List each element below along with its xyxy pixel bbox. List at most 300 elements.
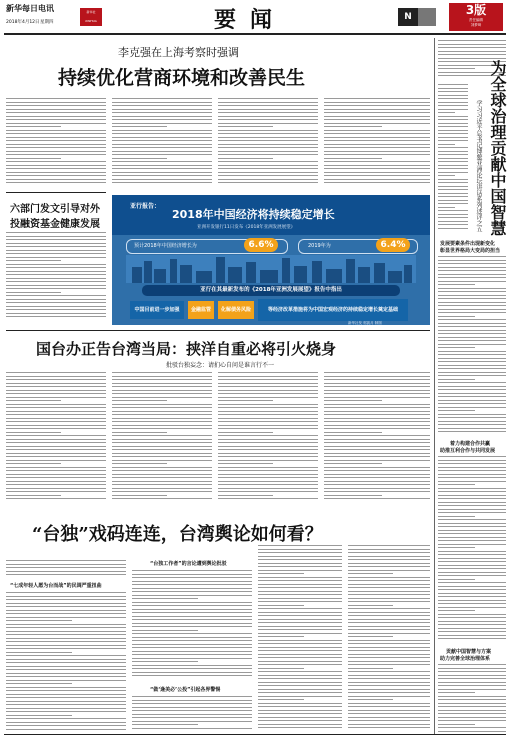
body-text-line (348, 643, 430, 644)
body-text-line (348, 654, 430, 655)
body-text-line (348, 636, 393, 637)
body-text-line (438, 179, 468, 180)
body-text-line (348, 685, 430, 686)
city-skyline-illustration (126, 255, 416, 283)
body-text-line (112, 428, 212, 429)
body-text-line (438, 361, 506, 362)
body-text-line (438, 519, 506, 520)
body-text-line (6, 411, 106, 412)
body-text-line (438, 389, 506, 390)
body-text-line (132, 644, 252, 645)
infographic-title: 2018年中国经济将持续稳定增长 (172, 208, 335, 221)
body-text-line (6, 418, 106, 419)
body-text-line (258, 612, 342, 613)
body-text-line (438, 189, 468, 190)
body-text-line (6, 666, 126, 667)
body-text-line (438, 54, 506, 55)
body-text-line (348, 699, 393, 700)
body-text-line (438, 596, 506, 597)
body-text-line (438, 706, 506, 707)
body-text-line (258, 626, 342, 627)
lead-body-col1 (6, 98, 106, 188)
forecast-2018-label: 预计2018年中国经济增长为 (134, 243, 197, 249)
body-text-line (438, 600, 506, 601)
body-text-line (6, 610, 126, 611)
infographic-tag: 亚行报告： (130, 203, 161, 210)
body-text-line (348, 577, 430, 578)
flow-box-1: 中国目前进一步加强 (130, 301, 184, 319)
body-text-line (438, 105, 468, 106)
body-text-line (218, 379, 318, 380)
body-text-line (438, 102, 468, 103)
body-text-line (438, 123, 468, 124)
body-text-line (258, 577, 342, 578)
infographic (112, 195, 430, 325)
body-text-line (258, 696, 342, 697)
body-text-line (6, 112, 106, 113)
body-text-line (112, 449, 212, 450)
body-text-line (218, 372, 318, 373)
lead-kicker: 李克强在上海考察时强调 (118, 46, 239, 59)
body-text-line (348, 696, 430, 697)
body-text-line (438, 147, 468, 148)
body-text-line (6, 119, 106, 120)
body-text-line (348, 626, 430, 627)
bottom-sub3: “做‘逢美必’公投”引起各界警惕 (150, 687, 221, 693)
body-text-line (6, 704, 126, 705)
body-text-line (6, 243, 106, 244)
body-text-line (132, 696, 252, 697)
body-text-line (438, 158, 468, 159)
body-text-line (438, 481, 506, 482)
body-text-line (348, 566, 430, 567)
body-text-line (258, 601, 342, 602)
body-text-line (112, 116, 212, 117)
body-text-line (6, 725, 126, 726)
body-text-line (112, 112, 212, 113)
body-text-line (258, 573, 304, 574)
body-text-line (112, 467, 212, 468)
body-text-line (438, 407, 506, 408)
body-text-line (6, 130, 106, 131)
body-text-line (258, 727, 342, 728)
body-text-line (6, 652, 72, 653)
body-text-line (6, 659, 126, 660)
left-brief-rule (6, 192, 106, 193)
lead-body-col3 (218, 98, 318, 188)
body-text-line (438, 340, 506, 341)
body-text-line (438, 526, 506, 527)
body-text-line (132, 672, 252, 673)
right-sub2b: 助推互利合作与共同发展 (440, 448, 496, 454)
body-text-line (438, 88, 468, 89)
body-text-line (6, 158, 61, 159)
body-text-line (218, 474, 318, 475)
body-text-line (218, 182, 318, 183)
body-text-line (6, 599, 126, 600)
body-text-line (348, 591, 430, 592)
body-text-line (438, 505, 506, 506)
body-text-line (324, 372, 430, 373)
body-text-line (438, 210, 468, 211)
body-text-line (438, 323, 506, 324)
body-text-line (6, 260, 61, 261)
body-text-line (348, 570, 430, 571)
body-text-line (218, 116, 318, 117)
body-text-line (348, 720, 430, 721)
body-text-line (112, 432, 167, 433)
body-text-line (218, 488, 318, 489)
body-text-line (112, 400, 167, 401)
body-text-line (132, 654, 252, 655)
body-text-line (348, 563, 430, 564)
body-text-line (438, 112, 455, 113)
body-text-line (438, 263, 506, 264)
body-text-line (438, 558, 506, 559)
body-text-line (112, 140, 212, 141)
body-text-line (438, 291, 506, 292)
body-text-line (438, 161, 468, 162)
body-text-line (218, 158, 273, 159)
body-text-line (218, 383, 318, 384)
body-text-line (438, 382, 506, 383)
body-text-line (348, 675, 430, 676)
issue-weekday: 星期四 (40, 20, 54, 25)
body-text-line (258, 591, 342, 592)
body-text-line (438, 724, 475, 725)
middle-body-col1 (6, 372, 106, 502)
body-text-line (218, 495, 273, 496)
body-text-line (218, 98, 318, 99)
body-text-line (258, 580, 342, 581)
body-text-line (6, 98, 106, 99)
body-text-line (324, 119, 430, 120)
body-text-line (348, 647, 430, 648)
bottom-body-col4 (348, 545, 430, 732)
body-text-line (438, 675, 506, 676)
masthead-rule (4, 33, 506, 35)
body-text-line (438, 617, 506, 618)
body-text-line (438, 678, 506, 679)
body-text-line (6, 592, 126, 593)
body-text-line (6, 271, 106, 272)
body-text-line (438, 460, 506, 461)
body-text-line (438, 516, 475, 517)
body-text-line (324, 182, 430, 183)
right-body-3 (438, 456, 506, 642)
body-text-line (132, 675, 252, 676)
body-text-line (438, 614, 506, 615)
body-text-line (218, 109, 318, 110)
body-text-line (112, 154, 212, 155)
body-text-line (324, 477, 430, 478)
body-text-line (6, 449, 106, 450)
body-text-line (112, 161, 212, 162)
body-text-line (218, 432, 273, 433)
body-text-line (6, 467, 106, 468)
body-text-line (6, 264, 106, 265)
body-text-line (438, 284, 475, 285)
body-text-line (438, 491, 506, 492)
body-text-line (324, 123, 430, 124)
body-text-line (6, 285, 106, 286)
right-sub3b: 助力完善全球治理体系 (440, 656, 491, 662)
body-text-line (324, 158, 382, 159)
body-text-line (348, 549, 430, 550)
body-text-line (112, 442, 212, 443)
body-text-line (258, 640, 342, 641)
body-text-line (6, 105, 106, 106)
body-text-line (258, 549, 342, 550)
body-text-line (348, 619, 430, 620)
lead-body-col2 (112, 98, 212, 188)
body-text-line (324, 165, 430, 166)
body-text-line (438, 354, 506, 355)
forecast-2018-value: 6.6% (244, 238, 278, 252)
body-text-line (438, 664, 506, 665)
body-text-line (6, 313, 106, 314)
body-text-line (324, 140, 430, 141)
body-text-line (438, 699, 506, 700)
body-text-line (6, 484, 106, 485)
body-text-line (6, 281, 106, 282)
body-text-line (132, 661, 198, 662)
body-text-line (218, 137, 318, 138)
body-text-line (438, 200, 468, 201)
body-text-line (438, 635, 506, 636)
body-text-line (348, 559, 430, 560)
body-text-line (438, 84, 468, 85)
body-text-line (438, 403, 506, 404)
body-text-line (438, 551, 506, 552)
body-text-line (218, 414, 318, 415)
body-text-line (438, 116, 468, 117)
body-text-line (218, 467, 318, 468)
body-text-line (438, 731, 506, 732)
body-text-line (6, 253, 106, 254)
page-bottom-rule (4, 734, 506, 735)
body-text-line (6, 488, 106, 489)
body-text-line (218, 428, 318, 429)
body-text-line (438, 463, 506, 464)
body-text-line (438, 575, 506, 576)
body-text-line (132, 619, 252, 620)
body-text-line (324, 105, 430, 106)
body-text-line (324, 151, 430, 152)
body-text-line (438, 396, 506, 397)
body-text-line (112, 456, 212, 457)
body-text-line (438, 137, 468, 138)
body-text-line (324, 428, 430, 429)
body-text-line (348, 594, 430, 595)
body-text-line (324, 404, 430, 405)
paper-name: 新华每日电讯 (6, 3, 54, 13)
body-text-line (6, 246, 106, 247)
body-text-line (112, 421, 212, 422)
body-text-line (438, 561, 506, 562)
body-text-line (132, 640, 252, 641)
body-text-line (348, 713, 430, 714)
body-text-line (218, 470, 318, 471)
body-text-line (438, 186, 468, 187)
body-text-line (438, 295, 506, 296)
body-text-line (112, 119, 212, 120)
body-text-line (132, 581, 252, 582)
body-text-line (218, 425, 318, 426)
body-text-line (438, 98, 468, 99)
body-text-line (6, 662, 126, 663)
body-text-line (132, 609, 252, 610)
bottom-intro (6, 560, 126, 580)
body-text-line (438, 193, 468, 194)
body-text-line (132, 623, 252, 624)
body-text-line (324, 407, 430, 408)
body-text-line (6, 613, 126, 614)
body-text-line (438, 228, 468, 229)
bottom-body-col3 (258, 545, 342, 732)
body-text-line (218, 456, 318, 457)
body-text-line (438, 203, 468, 204)
body-text-line (438, 554, 506, 555)
body-text-line (112, 182, 212, 183)
body-text-line (218, 168, 318, 169)
body-text-line (324, 411, 430, 412)
body-text-line (438, 298, 506, 299)
body-text-line (438, 544, 506, 545)
body-text-line (258, 654, 342, 655)
body-text-line (6, 624, 126, 625)
body-text-line (258, 633, 342, 634)
body-text-line (258, 552, 342, 553)
body-text-line (112, 418, 212, 419)
body-text-line (132, 577, 252, 578)
body-text-line (348, 724, 430, 725)
body-text-line (218, 102, 318, 103)
bottom-sub2: “台独工作者”的言论遭到舆论批驳 (150, 561, 227, 567)
body-text-line (324, 488, 430, 489)
xinhua-logo: 新华社 XINHUA (80, 8, 102, 26)
body-text-line (218, 119, 318, 120)
body-text-line (438, 214, 468, 215)
body-text-line (348, 668, 393, 669)
left-brief-body (6, 232, 106, 320)
body-text-line (324, 126, 382, 127)
body-text-line (132, 588, 252, 589)
middle-body-col2 (112, 372, 212, 502)
body-text-line (438, 368, 506, 369)
body-text-line (218, 376, 318, 377)
body-text-line (258, 556, 342, 557)
body-text-line (112, 144, 212, 145)
body-text-line (112, 151, 212, 152)
body-text-line (112, 372, 212, 373)
middle-headline: 国台办正告台湾当局：挟洋自重必将引火烧身 (36, 340, 337, 358)
body-text-line (258, 608, 342, 609)
body-text-line (438, 182, 468, 183)
body-text-line (438, 309, 506, 310)
body-text-line (438, 509, 506, 510)
body-text-line (6, 274, 106, 275)
body-text-line (348, 605, 393, 606)
body-text-line (258, 678, 342, 679)
body-text-line (6, 690, 126, 691)
body-text-line (218, 105, 318, 106)
body-text-line (218, 140, 318, 141)
body-text-line (6, 474, 106, 475)
body-text-line (438, 305, 506, 306)
body-text-line (438, 638, 506, 639)
body-text-line (438, 467, 506, 468)
body-text-line (6, 477, 106, 478)
body-text-line (348, 584, 430, 585)
body-text-line (324, 109, 430, 110)
body-text-line (438, 417, 506, 418)
body-text-line (324, 421, 430, 422)
body-text-line (132, 612, 252, 613)
body-text-line (6, 147, 106, 148)
body-text-line (132, 616, 252, 617)
body-text-line (324, 432, 382, 433)
right-sub2: 着力构建合作共赢 (450, 441, 491, 447)
body-text-line (258, 675, 342, 676)
body-text-line (438, 133, 468, 134)
body-text-line (132, 728, 252, 729)
body-text-line (324, 154, 430, 155)
body-text-line (438, 593, 506, 594)
body-text-line (6, 390, 106, 391)
body-text-line (324, 442, 430, 443)
body-text-line (6, 680, 126, 681)
body-text-line (324, 168, 430, 169)
body-text-line (438, 277, 506, 278)
body-text-line (258, 629, 342, 630)
body-text-line (132, 591, 252, 592)
body-text-line (324, 498, 430, 499)
body-text-line (438, 372, 506, 373)
body-text-line (324, 397, 430, 398)
body-text-line (218, 123, 318, 124)
body-text-line (112, 98, 212, 99)
body-text-line (6, 172, 106, 173)
body-text-line (132, 651, 252, 652)
body-text-line (324, 484, 430, 485)
body-text-line (6, 697, 126, 698)
body-text-line (324, 147, 430, 148)
body-text-line (132, 668, 252, 669)
body-text-line (6, 722, 126, 723)
body-text-line (6, 316, 106, 317)
body-text-line (6, 567, 126, 568)
body-text-line (324, 456, 430, 457)
body-text-line (438, 144, 455, 145)
body-text-line (6, 676, 126, 677)
body-text-line (112, 126, 167, 127)
body-text-line (324, 133, 430, 134)
body-text-line (112, 179, 212, 180)
body-text-line (6, 309, 106, 310)
body-text-line (438, 703, 506, 704)
body-text-line (438, 477, 506, 478)
right-sub1: 发展要素条件出现新变化 (440, 241, 496, 247)
body-text-line (438, 175, 455, 176)
body-text-line (258, 713, 342, 714)
body-text-line (132, 626, 252, 627)
body-text-line (218, 147, 318, 148)
body-text-line (132, 602, 252, 603)
body-text-line (218, 498, 318, 499)
body-text-line (438, 624, 506, 625)
body-text-line (324, 470, 430, 471)
